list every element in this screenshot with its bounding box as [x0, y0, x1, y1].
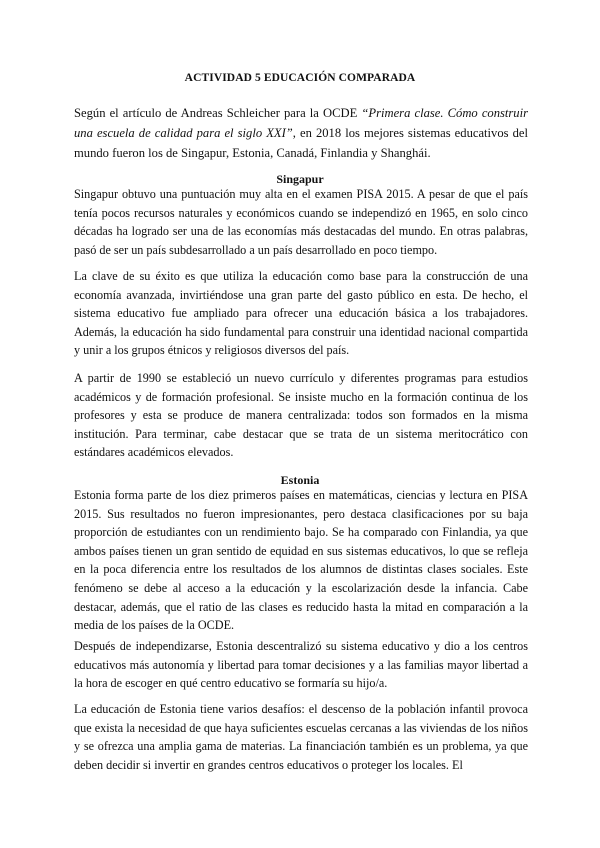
- estonia-paragraph-3: La educación de Estonia tiene varios desafíos: el descenso de la población infantil provoca que exista la necesidad de que haya suficientes escuelas cercanas a las viviendas de los niños y se ofrezca una amplia gama de materias. La financiación también es un problema, ya que deben decidir si invertir en grandes centros educativos o proteger los locales. El: [74, 702, 528, 772]
- section-heading-estonia: Estonia: [280, 473, 320, 487]
- singapur-paragraph-2: La clave de su éxito es que utiliza la educación como base para la construcción de una economía avanzada, invirtiéndose una gran parte del gasto público en esta. De hecho, el sistema educativo fue ampliado para ofrecer una educación básica a los trabajadores. Además, la educación ha sido fundamental para construir una identidad nacional compartida y unir a los grupos étnicos y religiosos diversos del país.: [74, 269, 528, 358]
- singapur-paragraph-1: Singapur obtuvo una puntuación muy alta en el examen PISA 2015. A pesar de que el país tenía pocos recursos naturales y económicos cuando se independizó en 1965, en solo cinco décadas ha logrado ser una de las economías más destacadas del mundo. En otras palabras, pasó de ser un país subdesarrollado a un país desarrollado en poco tiempo.: [74, 187, 528, 257]
- estonia-paragraph-1: Estonia forma parte de los diez primeros países en matemáticas, ciencias y lectura en PISA 2015. Sus resultados no fueron impresionantes, pero destaca clasificaciones por su baja proporción de estudiantes con un rendimiento bajo. Se ha comparado con Finlandia, ya que ambos países tienen un gran sentido de equidad en sus sistemas educativos, lo que se refleja en la poca diferencia entre los resultados de los alumnos de distintas clases sociales. Este fenómeno se debe al acceso a la educación y la escolarización desde la infancia. Cabe destacar, además, que el ratio de las clases es reducido hasta la mitad en comparación a la media de los países de la OCDE.: [74, 488, 528, 633]
- intro-paragraph: [74, 103, 528, 163]
- intro-text-start: Según el artículo de Andreas Schleicher para la OCDE: [74, 106, 362, 120]
- intro-text-end: , en 2018 los mejores sistemas educativos del mundo fueron los de Singapur, Estonia, Canadá, Finlandia y Shanghái.: [74, 126, 528, 160]
- document-title: ACTIVIDAD 5 EDUCACIÓN COMPARADA: [184, 72, 416, 84]
- section-heading-singapur: Singapur: [276, 172, 324, 186]
- singapur-paragraph-3: A partir de 1990 se estableció un nuevo currículo y diferentes programas para estudios académicos y de formación profesional. Se insiste mucho en la formación continua de los profesores y esta se produce de manera centralizada: todos son formados en la misma institución. Para terminar, cabe destacar que se trata de un sistema meritocrático con estándares académicos elevados.: [74, 371, 528, 460]
- article-title: “Primera clase. Cómo construir una escuela de calidad para el siglo XXI”: [74, 106, 529, 140]
- estonia-paragraph-2: Después de independizarse, Estonia descentralizó su sistema educativo y dio a los centros educativos más autonomía y libertad para tomar decisiones y a las familias mayor libertad a la hora de escoger en qué centro educativo se formaría su hijo/a.: [74, 639, 528, 691]
